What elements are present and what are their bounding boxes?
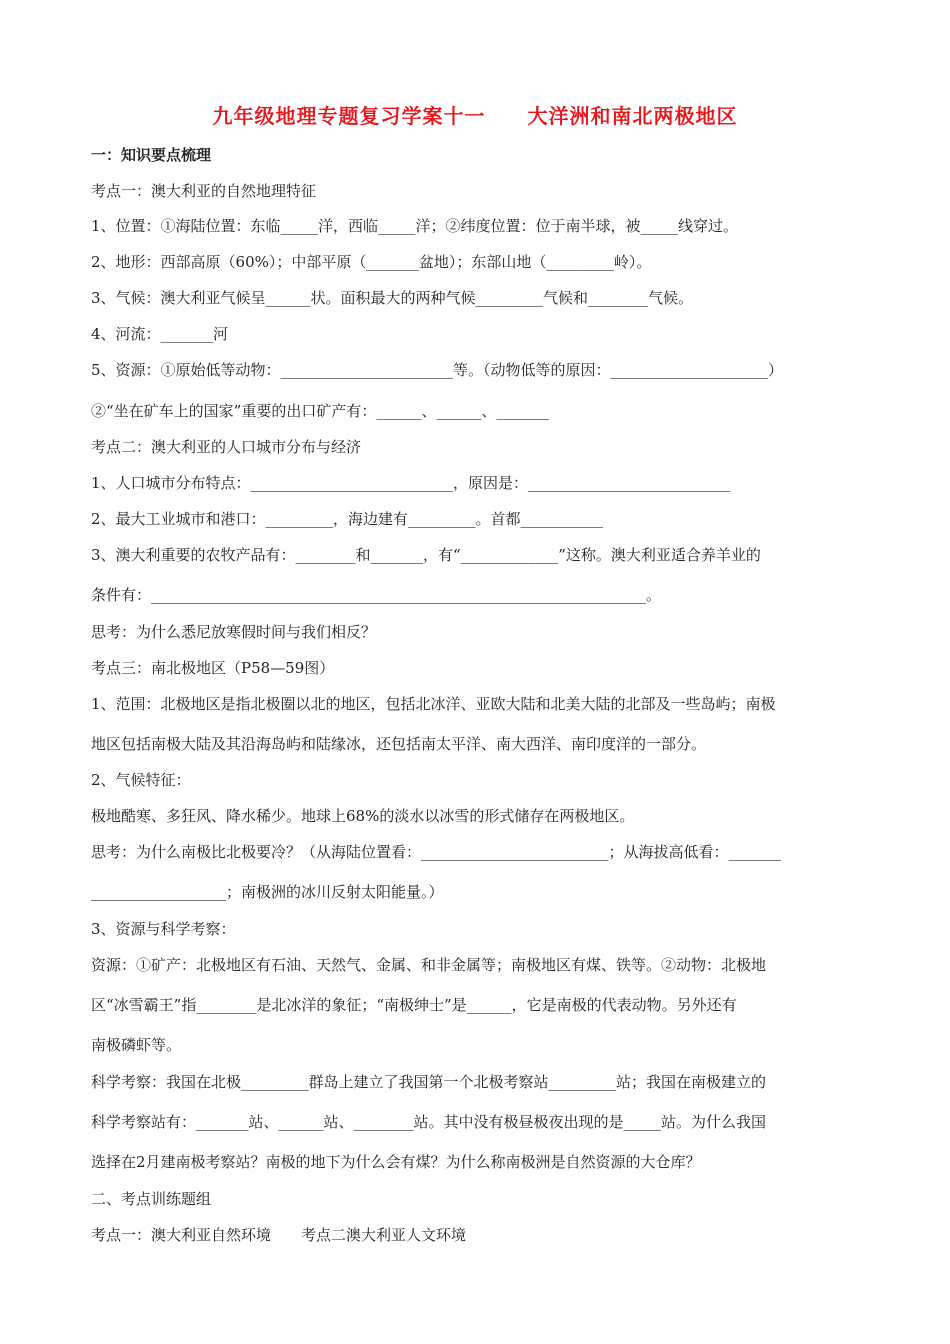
topic-heading: 考点二：澳大利亚的人口城市分布与经济 <box>91 438 362 456</box>
text-line: 极地酷寒、多狂风、降水稀少。地球上68%的淡水以冰雪的形式储存在两极地区。 <box>91 807 635 825</box>
topic-heading: 考点一：澳大利亚的自然地理特征 <box>91 182 317 200</box>
text-line: 思考：为什么悉尼放寒假时间与我们相反？ <box>91 623 377 641</box>
text-line: 4、河流：_______河 <box>91 325 229 343</box>
text-line: 南极磷虾等。 <box>91 1036 182 1054</box>
text-line: 1、位置：①海陆位置：东临_____洋，西临_____洋；②纬度位置：位于南半球，被_____线穿过。 <box>91 217 739 235</box>
text-line: 2、地形：西部高原（60%）；中部平原（_______盆地）；东部山地（_________岭）。 <box>91 253 652 271</box>
text-line: 资源：①矿产：北极地区有石油、天然气、金属、和非金属等；南极地区有煤、铁等。②动物：北极地 <box>91 956 767 974</box>
text-line: 科学考察站有：_______站、______站、________站。其中没有极昼极夜出现的是_____站。为什么我国 <box>91 1113 767 1131</box>
text-line: 1、范围：北极地区是指北极圈以北的地区，包括北冰洋、亚欧大陆和北美大陆的北部及一些岛屿；南极 <box>91 695 776 713</box>
text-line: 考点一：澳大利亚自然环境 考点二澳大利亚人文环境 <box>91 1226 467 1244</box>
text-line: 3、澳大利重要的农牧产品有：________和_______，有“_____________”这称。澳大利亚适合养羊业的 <box>91 546 761 564</box>
topic-heading: 考点三：南北极地区（P58—59图） <box>91 659 335 677</box>
section-heading: 一：知识要点梳理 <box>91 146 212 164</box>
text-line: 5、资源：①原始低等动物：_______________________等。（动物低等的原因：_____________________） <box>91 361 784 379</box>
text-line: 科学考察：我国在北极_________群岛上建立了我国第一个北极考察站_________站；我国在南极建立的 <box>91 1073 767 1091</box>
text-line: 3、资源与科学考察： <box>91 920 236 938</box>
text-line: 选择在2月建南极考察站？南极的地下为什么会有煤？为什么称南极洲是自然资源的大仓库？ <box>91 1153 701 1171</box>
text-line: ②“坐在矿车上的国家”重要的出口矿产有：______、______、_______ <box>91 402 549 420</box>
text-line: 2、气候特征： <box>91 771 191 789</box>
text-line: 区“冰雪霸王”指________是北冰洋的象征；“南极绅士”是______，它是南极的代表动物。另外还有 <box>91 996 737 1014</box>
text-line: 条件有：__________________________________________________________________。 <box>91 586 662 604</box>
text-line: 1、人口城市分布特点：___________________________，原因是：___________________________ <box>91 474 731 492</box>
document-title: 九年级地理专题复习学案十一 大洋洲和南北两极地区 <box>212 104 738 128</box>
text-line: 2、最大工业城市和港口：_________，海边建有_________。首都___________ <box>91 510 604 528</box>
section-heading: 二、考点训练题组 <box>91 1190 212 1208</box>
text-line: __________________；南极洲的冰川反射太阳能量。） <box>91 883 444 901</box>
text-line: 3、气候：澳大利亚气候呈______状。面积最大的两种气候_________气候和________气候。 <box>91 289 694 307</box>
text-line: 思考：为什么南极比北极要冷？（从海陆位置看：_________________________；从海拔高低看：_______ <box>91 843 782 861</box>
text-line: 地区包括南极大陆及其沿海岛屿和陆缘冰，还包括南太平洋、南大西洋、南印度洋的一部分。 <box>91 735 707 753</box>
